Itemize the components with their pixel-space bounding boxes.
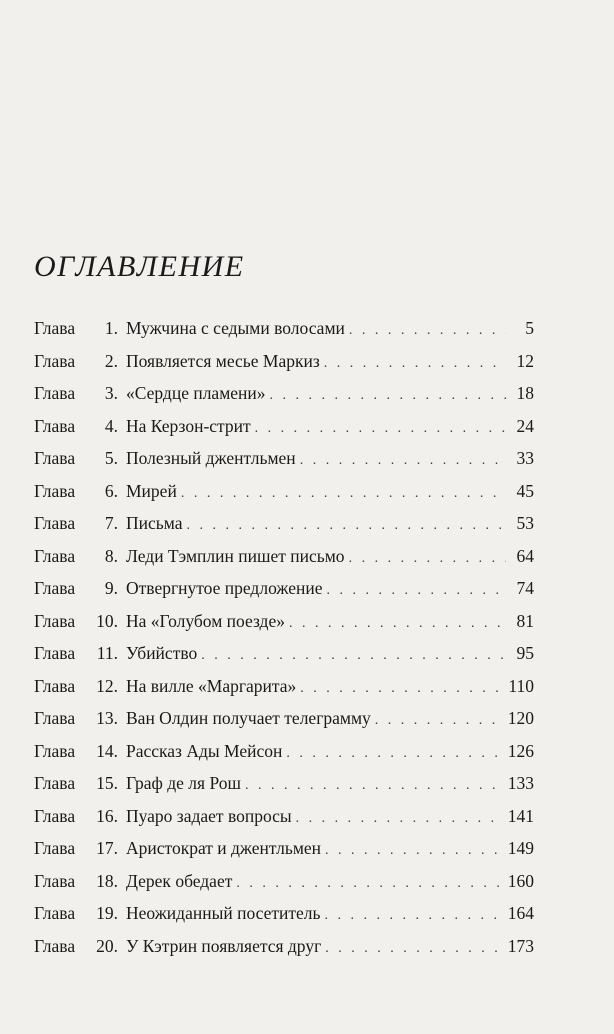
show-through-text xyxy=(0,0,614,250)
chapter-number: 9. xyxy=(104,578,118,598)
page-number: 110 xyxy=(508,675,534,696)
page-number: 74 xyxy=(516,578,534,598)
page-title: ОГЛАВЛЕНИЕ xyxy=(34,250,245,283)
chapter-number: 17. xyxy=(96,838,118,858)
toc-entry xyxy=(34,838,534,871)
chapter-label: Глава xyxy=(34,708,76,728)
page-number: 95 xyxy=(516,643,534,663)
toc-entry xyxy=(34,448,534,481)
chapter-title: На «Голубом поезде» xyxy=(126,610,285,631)
chapter-number: 12. xyxy=(96,675,118,696)
chapter-label: Глава xyxy=(34,415,76,436)
leader-dots xyxy=(325,906,504,926)
leader-dots xyxy=(375,711,504,731)
chapter-label: Глава xyxy=(34,643,76,663)
leader-dots xyxy=(286,744,503,764)
chapter-number: 3. xyxy=(104,383,118,403)
chapter-title: Неожиданный посетитель xyxy=(126,903,321,923)
chapter-title: Пуаро задает вопросы xyxy=(126,805,292,826)
chapter-number: 1. xyxy=(104,318,118,338)
page-number: 173 xyxy=(507,935,534,956)
chapter-number: 2. xyxy=(104,350,118,371)
chapter-label: Глава xyxy=(34,513,76,533)
leader-dots xyxy=(349,549,506,569)
chapter-title: Леди Тэмплин пишет письмо xyxy=(126,545,345,566)
page-number: 126 xyxy=(507,740,534,761)
chapter-title: Полезный джентльмен xyxy=(126,448,296,468)
chapter-label: Глава xyxy=(34,838,76,858)
toc-entry xyxy=(34,806,534,839)
leader-dots xyxy=(300,679,504,699)
chapter-number: 10. xyxy=(96,610,118,631)
chapter-number: 19. xyxy=(96,903,118,923)
chapter-number: 18. xyxy=(96,870,118,891)
toc-entry xyxy=(34,611,534,644)
chapter-label: Глава xyxy=(34,578,76,598)
chapter-title: Граф де ля Рош xyxy=(126,773,241,793)
chapter-number: 11. xyxy=(96,643,118,663)
chapter-number: 7. xyxy=(104,513,118,533)
toc-entry xyxy=(34,318,534,351)
chapter-title: Ван Олдин получает телеграмму xyxy=(126,708,371,728)
toc-entry xyxy=(34,871,534,904)
page-number: 5 xyxy=(525,318,534,338)
chapter-label: Глава xyxy=(34,318,76,338)
page-number: 53 xyxy=(516,513,534,533)
leader-dots xyxy=(186,516,506,536)
chapter-title: Аристократ и джентльмен xyxy=(126,838,322,858)
toc-entry xyxy=(34,741,534,774)
leader-dots xyxy=(325,841,504,861)
chapter-number: 8. xyxy=(104,545,118,566)
page-number: 81 xyxy=(516,610,534,631)
page-number: 141 xyxy=(507,805,534,826)
leader-dots xyxy=(349,321,506,341)
leader-dots xyxy=(236,874,503,894)
toc-entry xyxy=(34,643,534,676)
chapter-label: Глава xyxy=(34,805,76,826)
chapter-label: Глава xyxy=(34,935,76,956)
chapter-title: Мирей xyxy=(126,480,177,501)
chapter-number: 20. xyxy=(96,935,118,956)
page-number: 12 xyxy=(516,350,534,371)
chapter-number: 13. xyxy=(96,708,118,728)
toc-entry xyxy=(34,578,534,611)
leader-dots xyxy=(255,419,506,439)
chapter-title: Отвергнутое предложение xyxy=(126,578,323,598)
chapter-label: Глава xyxy=(34,675,76,696)
chapter-number: 6. xyxy=(104,480,118,501)
chapter-title: Мужчина с седыми волосами xyxy=(126,318,345,338)
chapter-label: Глава xyxy=(34,350,76,371)
toc-entry xyxy=(34,416,534,449)
chapter-label: Глава xyxy=(34,740,76,761)
chapter-title: Появляется месье Маркиз xyxy=(126,350,320,371)
chapter-label: Глава xyxy=(34,383,76,403)
chapter-number: 15. xyxy=(96,773,118,793)
page-number: 24 xyxy=(516,415,534,436)
chapter-label: Глава xyxy=(34,480,76,501)
leader-dots xyxy=(325,939,503,959)
chapter-label: Глава xyxy=(34,545,76,566)
chapter-label: Глава xyxy=(34,610,76,631)
leader-dots xyxy=(245,776,504,796)
leader-dots xyxy=(300,451,506,471)
toc-entry xyxy=(34,676,534,709)
toc-entry xyxy=(34,773,534,806)
toc-entry xyxy=(34,936,534,969)
toc-entry xyxy=(34,708,534,741)
page-number: 164 xyxy=(507,903,534,923)
chapter-title: Рассказ Ады Мейсон xyxy=(126,740,283,761)
leader-dots xyxy=(201,646,506,666)
chapter-label: Глава xyxy=(34,903,76,923)
chapter-title: Убийство xyxy=(126,643,198,663)
page-number: 120 xyxy=(507,708,534,728)
chapter-number: 16. xyxy=(96,805,118,826)
chapter-title: На вилле «Маргарита» xyxy=(126,675,297,696)
chapter-title: Письма xyxy=(126,513,183,533)
page-number: 45 xyxy=(516,480,534,501)
page-number: 133 xyxy=(507,773,534,793)
toc-entry xyxy=(34,383,534,416)
chapter-title: У Кэтрин появляется друг xyxy=(126,935,322,956)
leader-dots xyxy=(327,581,506,601)
toc-entry xyxy=(34,351,534,384)
leader-dots xyxy=(324,354,506,374)
leader-dots xyxy=(289,614,506,634)
chapter-number: 4. xyxy=(104,415,118,436)
toc-entry xyxy=(34,481,534,514)
table-of-contents xyxy=(34,318,534,968)
chapter-label: Глава xyxy=(34,448,76,468)
chapter-title: Дерек обедает xyxy=(126,870,233,891)
page-number: 64 xyxy=(516,545,534,566)
chapter-title: На Керзон-стрит xyxy=(126,415,251,436)
chapter-label: Глава xyxy=(34,773,76,793)
page-number: 33 xyxy=(516,448,534,468)
toc-entry xyxy=(34,903,534,936)
leader-dots xyxy=(296,809,504,829)
chapter-number: 14. xyxy=(96,740,118,761)
chapter-number: 5. xyxy=(104,448,118,468)
page-number: 18 xyxy=(516,383,534,403)
toc-entry xyxy=(34,546,534,579)
chapter-title: «Сердце пламени» xyxy=(126,383,266,403)
page-number: 149 xyxy=(507,838,534,858)
leader-dots xyxy=(270,386,506,406)
leader-dots xyxy=(181,484,506,504)
page-number: 160 xyxy=(507,870,534,891)
toc-entry xyxy=(34,513,534,546)
chapter-label: Глава xyxy=(34,870,76,891)
